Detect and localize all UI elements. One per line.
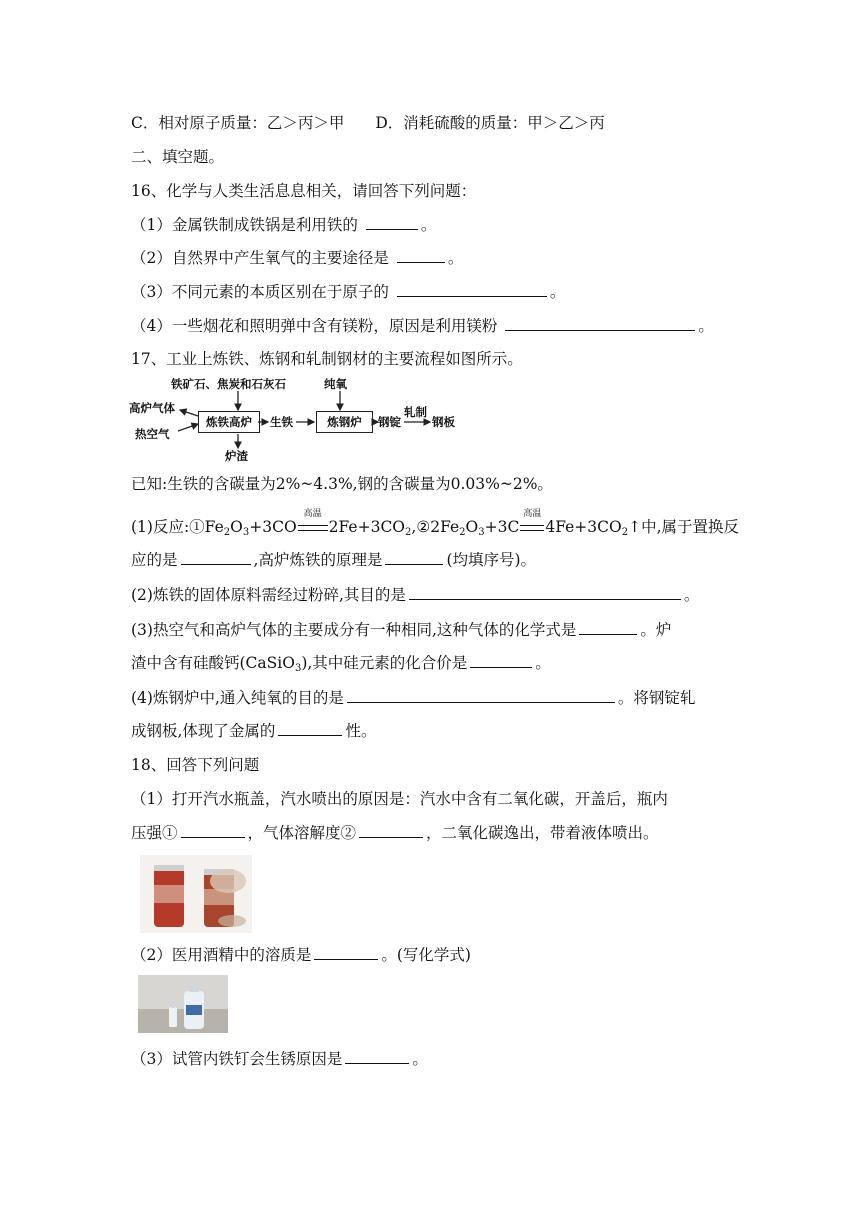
question-16: 16、化学与人类生活息息相关，请回答下列问题： [131, 182, 477, 200]
double-line [298, 525, 328, 531]
eq-text: O [230, 518, 243, 536]
arrow-hot-air [178, 424, 198, 431]
q18-part1-line2 [131, 823, 659, 843]
text: (3)热空气和高炉气体的主要成分有一种相同,这种气体的化学式是 [131, 621, 577, 639]
process-flow-diagram [128, 374, 468, 466]
double-line [520, 525, 544, 531]
eq-text: O [465, 518, 479, 536]
subscript: 3 [478, 527, 485, 538]
text: 渣中含有硅酸钙(CaSiO [131, 654, 295, 672]
q16-part2 [131, 248, 463, 268]
section-heading: 二、填空题。 [131, 148, 225, 166]
eq-text: 2Fe+3CO [328, 518, 406, 536]
q16-2-text: （2）自然界中产生氧气的主要途径是 [131, 249, 389, 267]
arrow-gas-out [180, 410, 198, 416]
text: 。 [535, 654, 551, 672]
text: 性。 [345, 722, 377, 740]
text: (4)炼钢炉中,通入纯氧的目的是 [131, 689, 344, 707]
soda-cans-photo [140, 855, 252, 933]
answer-blank [397, 282, 547, 297]
punct: 。 [549, 283, 566, 301]
answer-blank [470, 653, 532, 668]
label-rolling: 轧制 [404, 405, 427, 419]
alcohol-bottles-image [138, 975, 228, 1033]
text: ，二氧化碳逸出，带着液体喷出。 [426, 824, 659, 842]
punct: 。 [698, 317, 714, 335]
text: (均填序号)。 [446, 551, 537, 569]
answer-blank [278, 721, 342, 736]
answer-blank [345, 1049, 409, 1064]
condition-equals [519, 509, 545, 537]
q16-3-text: （3）不同元素的本质区别在于原子的 [131, 283, 389, 301]
q17-part2 [131, 585, 699, 605]
answer-blank [359, 823, 423, 838]
answer-blank [181, 550, 251, 565]
answer-blank [505, 316, 695, 331]
answer-blank [409, 585, 681, 600]
label-hot-air: 热空气 [135, 427, 170, 441]
q18-part1-line1: （1）打开汽水瓶盖，汽水喷出的原因是：汽水中含有二氧化碳，开盖后，瓶内 [131, 790, 668, 808]
answer-blank [314, 945, 378, 960]
label-ingot: 钢锭 [378, 415, 401, 429]
text: 。 [683, 586, 700, 604]
label-furnace-gas: 高炉气体 [129, 401, 175, 415]
condition-high-temp: 高温 [303, 509, 322, 519]
alcohol-bottles-photo [138, 975, 228, 1033]
option-c-d: C．相对原子质量：乙＞丙＞甲 D．消耗硫酸的质量：甲＞乙＞丙 [131, 114, 605, 132]
box-steel-furnace: 炼钢炉 [316, 411, 373, 433]
subscript: 3 [294, 663, 302, 674]
label-oxygen: 纯氧 [324, 377, 347, 391]
question-17: 17、工业上炼铁、炼钢和轧制钢材的主要流程如图所示。 [131, 350, 523, 368]
answer-blank [579, 620, 637, 635]
question-18: 18、回答下列问题 [131, 756, 260, 774]
answer-blank [397, 248, 445, 263]
subscript: 2 [621, 527, 629, 538]
label-steel-plate: 钢板 [432, 415, 455, 429]
text: 压强① [131, 824, 178, 842]
known-info: 已知:生铁的含碳量为2%~4.3%,钢的含碳量为0.03%~2%。 [131, 475, 553, 493]
eq-text: ↑中,属于置换反 [628, 518, 739, 536]
q18-part3 [131, 1049, 428, 1069]
subscript: 3 [242, 527, 250, 538]
q16-part1 [131, 215, 436, 235]
text: ),其中硅元素的化合价是 [301, 654, 468, 672]
answer-blank [385, 550, 443, 565]
condition-high-temp: 高温 [523, 509, 542, 519]
q17-part4-line2 [131, 721, 376, 741]
punct: 。 [447, 249, 464, 267]
q17-part3-line2 [131, 653, 551, 673]
text: 应的是 [131, 551, 178, 569]
label-raw-materials: 铁矿石、焦炭和石灰石 [171, 377, 286, 391]
subscript: 2 [459, 527, 466, 538]
text: 成钢板,体现了金属的 [131, 722, 276, 740]
q17-part1-equations [131, 509, 739, 538]
text: ，气体溶解度② [247, 824, 357, 842]
punct: 。 [420, 216, 437, 234]
eq-text: 4Fe+3CO [545, 518, 622, 536]
text: 。 [412, 1050, 428, 1068]
text: （3）试管内铁钉会生锈原因是 [131, 1050, 343, 1068]
eq-text: (1)反应:①Fe [131, 518, 224, 536]
q16-4-text: （4）一些烟花和照明弹中含有镁粉，原因是利用镁粉 [131, 317, 498, 335]
eq-text: ,②2Fe [411, 518, 460, 536]
box-blast-furnace: 炼铁高炉 [198, 411, 260, 433]
q17-part1-answers [131, 550, 536, 570]
label-slag: 炉渣 [225, 449, 248, 463]
eq-text: +3C [484, 518, 520, 536]
text: 。(写化学式) [381, 946, 471, 964]
q16-part3 [131, 282, 565, 302]
soda-cans-image [140, 855, 252, 933]
text: 。将钢锭轧 [617, 689, 696, 707]
answer-blank [347, 688, 615, 703]
q18-part2 [131, 945, 471, 965]
text: ,高炉炼铁的原理是 [253, 551, 383, 569]
answer-blank [181, 823, 245, 838]
q17-part3-line1 [131, 620, 671, 640]
answer-blank [366, 215, 418, 230]
subscript: 2 [223, 527, 231, 538]
condition-equals [297, 509, 329, 537]
label-pig-iron: 生铁 [270, 415, 293, 429]
q16-part4 [131, 316, 714, 336]
subscript: 2 [405, 527, 412, 538]
text: (2)炼铁的固体原料需经过粉碎,其目的是 [131, 586, 406, 604]
text: （2）医用酒精中的溶质是 [131, 946, 312, 964]
eq-text: +3CO [249, 518, 297, 536]
q16-1-text: （1）金属铁制成铁锅是利用铁的 [131, 216, 358, 234]
q17-part4-line1 [131, 688, 695, 708]
text: 。炉 [640, 621, 672, 639]
